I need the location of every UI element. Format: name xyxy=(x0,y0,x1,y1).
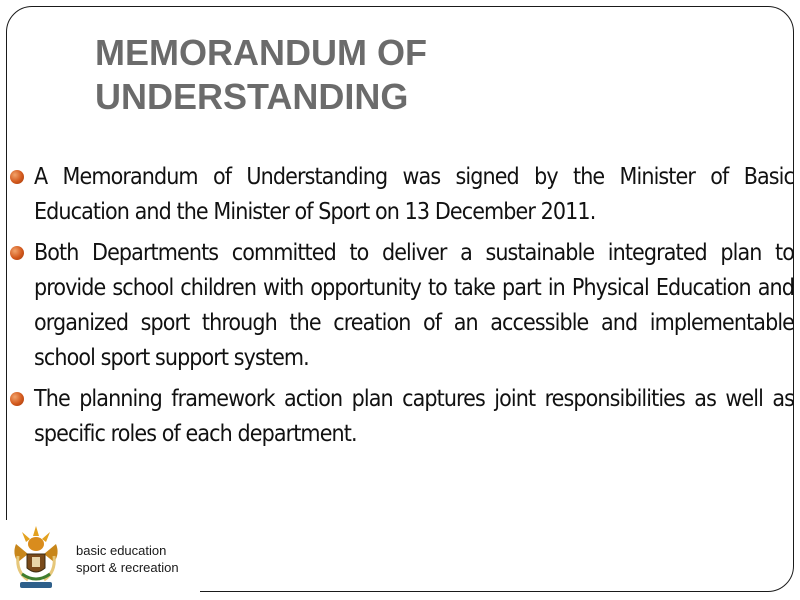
footer-line-2: sport & recreation xyxy=(76,560,179,575)
slide-title xyxy=(95,31,695,119)
bullet-dot-icon xyxy=(10,246,24,260)
bullet-item xyxy=(10,160,794,230)
bullet-dot-icon xyxy=(10,170,24,184)
bullet-item xyxy=(10,382,794,452)
bullet-text: Both Departments committed to deliver a sustainable integrated plan to provide school children with opportunity to take part in Physical Education and organized sport through the creation of an accessible and implementable school sport support system. xyxy=(34,240,794,371)
bullet-dot-icon xyxy=(10,392,24,406)
footer-text xyxy=(76,542,179,576)
bullet-text: A Memorandum of Understanding was signed by the Minister of Basic Education and the Minister of Sport on 13 December 2011. xyxy=(34,164,794,225)
bullet-list xyxy=(10,160,794,458)
slide-title-line-2: UNDERSTANDING xyxy=(95,76,409,117)
bullet-text: The planning framework action plan captures joint responsibilities as well as specific roles of each department. xyxy=(34,386,794,447)
bullet-item xyxy=(10,236,794,376)
footer-line-1: basic education xyxy=(76,543,167,558)
slide-title-line-1: MEMORANDUM OF xyxy=(95,32,427,73)
coat-of-arms-icon xyxy=(8,524,64,592)
